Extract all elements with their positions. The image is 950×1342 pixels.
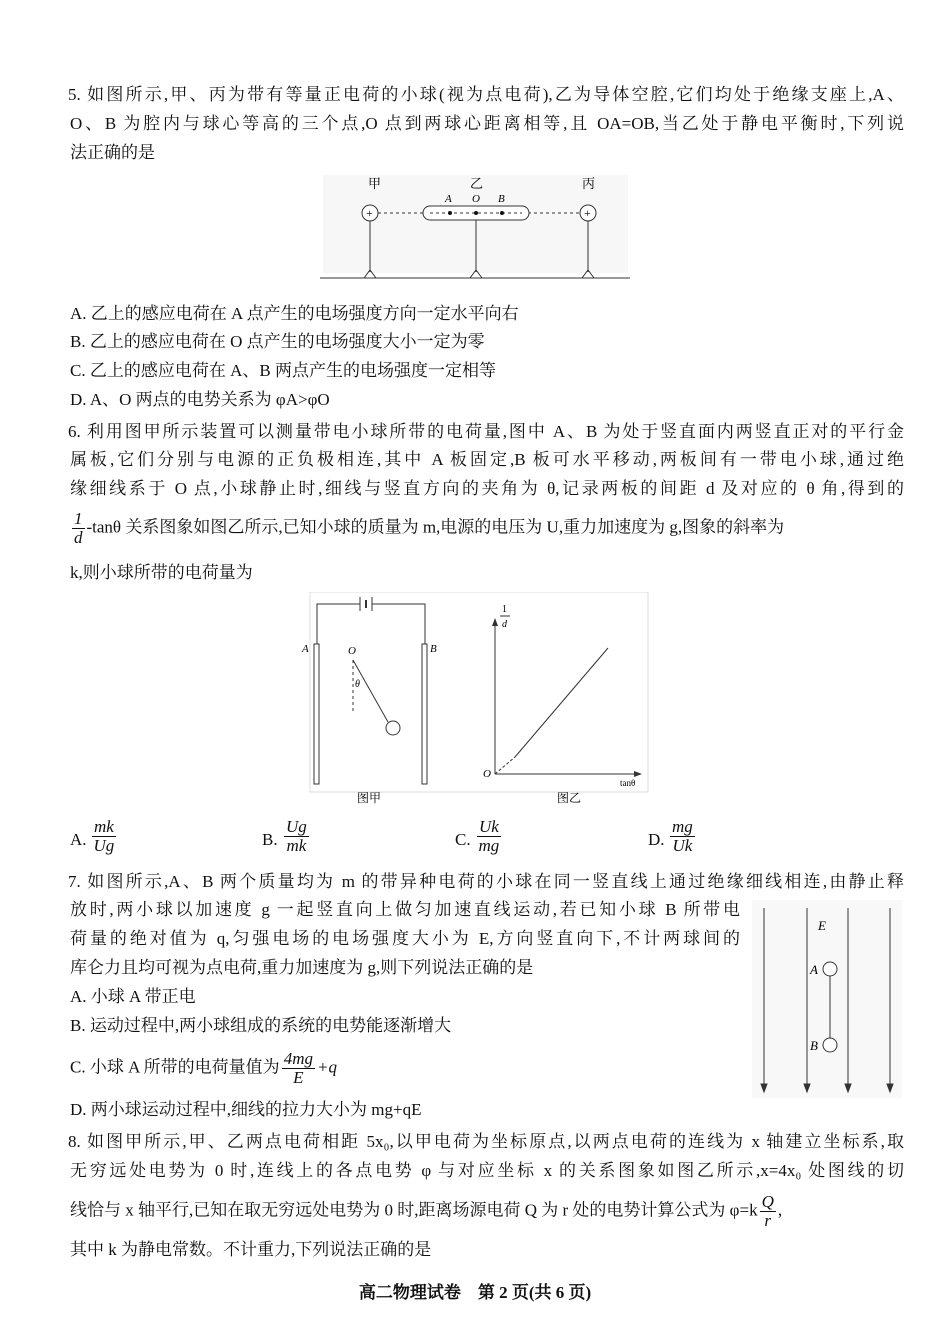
svg-text:B: B	[810, 1038, 818, 1053]
q7-option-a: A. 小球 A 带正电	[70, 987, 196, 1006]
svg-text:O: O	[472, 193, 480, 205]
q6-line-4: $\frac{1}{d}$ -tanθ 关系图象如图乙所示,已知小球的质量为 m,电源的电压为 U,重力加速度为 g,图象的斜率为	[74, 509, 785, 547]
q5-line-1: 5. 如图所示,甲、丙为带有等量正电荷的小球(视为点电荷),乙为导体空腔,它们均处于绝缘支座上,A、	[68, 85, 904, 104]
svg-text:d: d	[502, 619, 507, 630]
svg-text:θ: θ	[355, 679, 360, 690]
q5-option-b: B. 乙上的感应电荷在 O 点产生的电场强度大小一定为零	[70, 332, 485, 351]
q5-line-3: 法正确的是	[70, 143, 155, 162]
q7-line-2: 放时,两小球以加速度 g 一起竖直向上做匀加速直线运动,若已知小球 B 所带电	[70, 900, 740, 919]
option-a-fraction: $\frac{mk}{Ug}$	[93, 817, 115, 855]
svg-text:B: B	[498, 193, 505, 205]
q7-line-4: 库仑力且均可视为点电荷,重力加速度为 g,则下列说法正确的是	[70, 958, 534, 977]
svg-text:A: A	[302, 643, 309, 655]
q7-option-c: C. 小球 A 所带的电荷量值为 $\frac{4mg}{E}$ +q	[70, 1049, 337, 1087]
q5-option-c: C. 乙上的感应电荷在 A、B 两点产生的电场强度一定相等	[70, 361, 496, 380]
q8-line-1: 8. 如图甲所示,甲、乙两点电荷相距 5x₀,以甲电荷为坐标原点,以两点电荷的连线为 x 轴建立坐标系,取	[68, 1132, 904, 1151]
q6-line-2: 属板,它们分别与电源的正负极相连,其中 A 板固定,B 板可水平移动,两板间有一带电小球,通过绝	[70, 450, 904, 469]
svg-text:+: +	[366, 206, 373, 220]
svg-text:图乙: 图乙	[557, 791, 582, 805]
svg-text:A: A	[810, 962, 818, 977]
q6-line-1: 6. 利用图甲所示装置可以测量带电小球所带的电荷量,图中 A、B 为处于竖直面内两竖直正对的平行金	[68, 422, 904, 441]
q7-option-b: B. 运动过程中,两小球组成的系统的电势能逐渐增大	[70, 1016, 452, 1035]
q8-line-4: 其中 k 为静电常数。不计重力,下列说法正确的是	[70, 1240, 432, 1259]
svg-text:E: E	[818, 918, 826, 933]
svg-text:A: A	[445, 193, 452, 205]
option-d-fraction: $\frac{mg}{Uk}$	[672, 817, 693, 855]
q6-line-5: k,则小球所带的电荷量为	[70, 563, 253, 582]
page-footer: 高二物理试卷 第 2 页(共 6 页)	[358, 1283, 592, 1302]
label-yi: 乙	[470, 176, 484, 191]
svg-text:+: +	[584, 206, 591, 220]
label-bing: 丙	[582, 176, 596, 191]
q7-figure	[752, 900, 902, 1098]
svg-text:O: O	[348, 645, 356, 657]
exam-page: 5. 如图所示,甲、丙为带有等量正电荷的小球(视为点电荷),乙为导体空腔,它们均处于绝缘支座上,A、 O、B 为腔内与球心等高的三个点,O 点到两球心距离相等,且 OA=OB,当乙处于静电平衡时,下列说 法正确的是 甲 乙 丙 A O B + + A. 乙上的感应电荷在 A 点产生的电场强度方向一定水平向右 B. 乙上的感应电荷在 O 点产生的电场强度大小一定为零 C. 乙上的感应电荷在 A、B 两点产生的电场强度一定相等 D. A、O 两点的电势关系为 φA>φO 6. 利用图甲所示装置可以测量带电小球所带的电荷量,图中 A、B 为处于竖直面内两竖直正对的平行金 属板,它们分别与电源的正负极相连,其中 A 板固定,B 板可水平移动,两板间有一带电小球,通过绝 缘细线系于 O 点,小球静止时,细线与竖直方向的夹角为 θ,记录两板的间距 d 及对应的 θ 角,得到的 $\frac{1}{d}$ -tanθ 关系图象如图乙所示,已知小球的质量为 m,电源的电压为 U,重力加速度为 g,图象的斜率为 k,则小球所带的电荷量为 A B O θ 图甲 1 d O tanθ 图乙 A. $\frac{mk}{Ug}$ B. $\frac{Ug}{mk}$ C. $\frac{Uk}{mg}$ D. $\frac{mg}{Uk}$ 7. 如图所示,A、B 两个质量均为 m 的带异种电荷的小球在同一竖直线上通过绝缘细线相连,由静止释 放时,两小球以加速度 g 一起竖直向上做匀加速直线运动,若已知小球 B 所带电 荷量的绝对值为 q,匀强电场的电场强度大小为 E,方向竖直向下,不计两球间的 库仑力且均可视为点电荷,重力加速度为 g,则下列说法正确的是 A. 小球 A 带正电 B. 运动过程中,两小球组成的系统的电势能逐渐增大 C. 小球 A 所带的电荷量值为 $\frac{4mg}{E}$ +q D. 两小球运动过程中,细线的拉力大小为 mg+qE E A B 8. 如图甲所示,甲、乙两点电荷相距 5x₀,以甲电荷为坐标原点,以两点电荷的连线为 x 轴建立坐标系,取 无穷远处电势为 0 时,连线上的各点电势 φ 与对应坐标 x 的关系图象如图乙所示,x=4x₀ 处图线的切 线恰与 x 轴平行,已知在取无穷远处电势为 0 时,距离场源电荷 Q 为 r 处的电势计算公式为 φ=k $\frac{Q}{r}$ , 其中 k 为静电常数。不计重力,下列说法正确的是 高二物理试卷 第 2 页(共 6 页)	[0, 0, 950, 1342]
q5-option-a: A. 乙上的感应电荷在 A 点产生的电场强度方向一定水平向右	[70, 304, 519, 323]
q5-line-2: O、B 为腔内与球心等高的三个点,O 点到两球心距离相等,且 OA=OB,当乙处于静电平衡时,下列说	[70, 114, 904, 133]
q5-option-d: D. A、O 两点的电势关系为 φA>φO	[70, 390, 330, 409]
q8-line-2: 无穷远处电势为 0 时,连线上的各点电势 φ 与对应坐标 x 的关系图象如图乙所示,x=4x₀ 处图线的切	[70, 1161, 904, 1180]
q7-line-1: 7. 如图所示,A、B 两个质量均为 m 的带异种电荷的小球在同一竖直线上通过绝缘细线相连,由静止释	[68, 872, 904, 891]
q7-line-3: 荷量的绝对值为 q,匀强电场的电场强度大小为 E,方向竖直向下,不计两球间的	[70, 929, 740, 948]
label-jia: 甲	[368, 176, 382, 191]
q5-figure	[318, 170, 633, 282]
svg-text:1: 1	[502, 604, 507, 615]
option-b-fraction: $\frac{Ug}{mk}$	[286, 817, 307, 855]
q8-line-3: 线恰与 x 轴平行,已知在取无穷远处电势为 0 时,距离场源电荷 Q 为 r 处的电势计算公式为 φ=k $\frac{Q}{r}$ ,	[70, 1192, 783, 1230]
svg-text:图甲: 图甲	[357, 791, 382, 805]
q6-line-3: 缘细线系于 O 点,小球静止时,细线与竖直方向的夹角为 θ,记录两板的间距 d 及对应的 θ 角,得到的	[70, 479, 904, 498]
svg-text:tanθ: tanθ	[620, 778, 636, 788]
svg-text:O: O	[483, 768, 491, 780]
option-c-fraction: $\frac{Uk}{mg}$	[478, 817, 500, 855]
q6-figure	[300, 592, 650, 812]
q7-option-d: D. 两小球运动过程中,细线的拉力大小为 mg+qE	[70, 1100, 422, 1119]
svg-text:B: B	[430, 643, 437, 655]
fraction-1-over-d: $\frac{1}{d}$	[74, 509, 83, 547]
